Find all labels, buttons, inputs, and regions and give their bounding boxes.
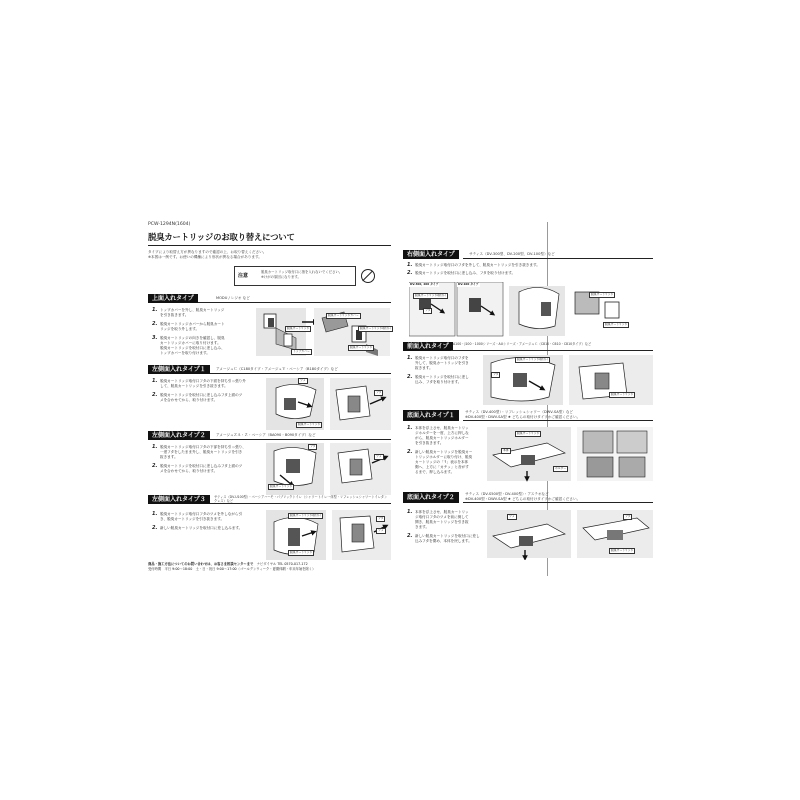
section-note: ※DV-400型・DWV-SA型 ★ どちらの取付けタイプかご確認ください。 — [465, 496, 581, 501]
step-text: 脱臭カートリッジ取付口フタのツメを外しながら引 — [160, 512, 243, 516]
step-text: きます。 — [415, 525, 430, 529]
caution-text — [261, 270, 342, 279]
callout: フタ — [378, 516, 384, 521]
step-text: 一度フタをしたまま外し、脱臭カートリッジを引き — [160, 450, 243, 454]
step-text: 脱臭カートリッジ取付口のフタを — [415, 356, 469, 360]
intro-line: ※本図は一例です。お使いの機種により形状が異なる場合があります。 — [148, 255, 262, 259]
callout: 脱臭カートリッジ取付口 — [360, 326, 391, 331]
right-type-illustration — [409, 282, 653, 338]
step-text: 開き、脱臭カートリッジを引き抜 — [415, 520, 469, 524]
callout: フタ — [493, 372, 499, 377]
step-text: 脱臭カートリッジ取付口フタの下部を持ち引っ張り、 — [160, 445, 246, 449]
callout: 脱臭カートリッジ — [605, 322, 628, 327]
step-text: トリッジホルダーに取り付け、脱臭 — [415, 455, 473, 459]
callout: 脱臭カートリッジ — [287, 326, 310, 331]
callout: ツメ — [300, 378, 306, 383]
footer-contact-label: 商品・施工方法についてのお問い合わせは、お客さま相談センターまで — [148, 562, 254, 566]
section-models: アメージュＣ（C180タイプ・アメージュＶ・ベーシア（B180タイプ）など — [216, 366, 338, 371]
sub-label: DV-100 タイプ — [458, 282, 479, 287]
step-number: 2. — [152, 320, 158, 327]
callout: 本体 — [503, 448, 509, 453]
intro-line: タイプにより取替え方が異なりますので確認の上、お取り替えください。 — [148, 250, 267, 254]
step-text: 脱臭カートリッジを取付口に差し込み、 — [160, 346, 225, 350]
step-number: 2. — [152, 524, 158, 531]
step-number: 2. — [407, 532, 413, 539]
section-models: サティス（DV-S500型・DV-400型）・アステオなど — [465, 492, 549, 496]
step-number: 2. — [407, 373, 413, 380]
caution-line: 脱臭カートリッジ取付口に指を入れないでください。 — [261, 270, 343, 274]
callout: ツメ — [378, 528, 384, 533]
callout: 脱臭カートリッジ — [611, 548, 634, 553]
section-note: ※DV-400型・DWV-SA型 ★ どちらの取付けタイプかご確認ください。 — [465, 414, 581, 419]
section-rule — [463, 420, 653, 421]
instruction-sheet — [148, 222, 654, 576]
step-text: メを合わせてから、取り付けます。 — [160, 469, 218, 473]
step-text: カートリッジの「↑」表示を本体 — [415, 460, 469, 464]
step-number: 1. — [152, 510, 158, 517]
page-title: 脱臭カートリッジのお取り替えについて — [148, 232, 295, 242]
callout: 脱臭カートリッジ — [350, 345, 373, 350]
section-left-type-3 — [148, 495, 391, 504]
step-text: 外して、脱臭カートリッジを引き — [415, 361, 469, 365]
step-text: 脱臭カートリッジ取付口フタの下面を持ち引っ張り外 — [160, 379, 246, 383]
step-number: 2. — [407, 448, 413, 455]
step-number: 1. — [407, 261, 413, 268]
step-text: 本体を浮上させ、脱臭カートリッ — [415, 510, 469, 514]
caution-line: ※けがの原因になります。 — [261, 274, 301, 279]
step-text: 脱臭カートリッジ取付口のフタを外して、脱臭カートリッジを引き抜きます。 — [415, 263, 540, 267]
section-models: A100・J100・1000シリーズ・AUシリーズ・アメージュＣ（C810・C610・C810タイプ）など — [453, 342, 592, 346]
callout: 脱臭カートリッジカバー — [328, 313, 359, 318]
callout: フタ — [376, 390, 382, 395]
callout: 脱臭カートリッジ取付口 — [290, 513, 321, 518]
section-rule — [463, 502, 653, 503]
section-bottom-type-2 — [403, 492, 653, 501]
callout: 脱臭カートリッジ — [290, 550, 313, 555]
step-text: 抜きます。 — [160, 455, 178, 459]
step-text: 抜きます。 — [415, 366, 433, 370]
sub-label: DV-300, 200 タイプ — [410, 282, 439, 287]
step-text: 脱臭カートリッジを取付口に差し込みフタ上面のツ — [160, 464, 243, 468]
step-number: 1. — [152, 443, 158, 450]
step-text: を引き抜きます。 — [160, 313, 189, 317]
section-rule — [210, 503, 391, 504]
step-text: 込みフタを閉め、本体を戻します。 — [415, 539, 472, 543]
callout: 脱臭カートリッジ — [611, 392, 634, 397]
step-text: リッジを取り外します。 — [160, 327, 200, 331]
step-text: して、脱臭カートリッジを引き抜きます。 — [160, 384, 228, 388]
section-label: 前面入れタイプ — [403, 342, 453, 351]
footer-phone: ナビダイヤル TEL 0570-017-172 — [256, 562, 308, 566]
section-left-type-1 — [148, 365, 391, 374]
left-type-1-illustration — [266, 376, 391, 432]
callout: 脱臭カートリッジ — [270, 484, 293, 489]
callout: 脱臭カートリッジ — [517, 431, 540, 436]
section-label: 底面入れタイプ２ — [403, 492, 459, 503]
step-text: 新しい脱臭カートリッジを脱臭カー — [415, 450, 473, 454]
caution-label: 注意 — [238, 273, 249, 279]
step-text: を引き抜きます。 — [415, 441, 444, 445]
intro-text — [148, 250, 266, 260]
callout: ホルダー — [555, 466, 567, 471]
step-text: メを合わせてから、取り付けます。 — [160, 398, 218, 402]
section-models: サティス（DV-300型、DV-200型、DV-100型）など — [469, 251, 555, 256]
step-text: 脱臭カートリッジを取付口に差し — [415, 375, 469, 379]
callout: 脱臭カートリッジ — [591, 292, 614, 297]
section-models: サティス（DV-400型）・リフレッシュシャワー（DWV-SA型）など — [465, 410, 574, 414]
step-number: 1. — [152, 306, 158, 313]
step-number: 3. — [152, 334, 158, 341]
section-rule — [463, 258, 653, 259]
section-rule — [451, 350, 653, 351]
step-number: 1. — [152, 377, 158, 384]
step-text: ジホルダーを一度、上方に押しな — [415, 431, 469, 435]
step-number: 2. — [152, 462, 158, 469]
callout: フタ — [425, 308, 431, 313]
callout: 脱臭カートリッジ取付口 — [517, 357, 548, 362]
callout: ツメ — [509, 514, 515, 519]
step-text: 脱臭カートリッジの向きを確認し、脱臭 — [160, 336, 225, 340]
section-label: 上面入れタイプ — [148, 294, 198, 303]
step-text: 込み、フタを取り付けます。 — [415, 380, 462, 384]
callout: フタ — [310, 444, 316, 449]
step-text: るまで、押し込みます。 — [415, 470, 455, 474]
step-text: トップカバーを外し、脱臭カートリッジ — [160, 308, 225, 312]
section-front-type — [403, 342, 653, 351]
front-type-illustration — [483, 353, 653, 407]
step-number: 2. — [407, 269, 413, 276]
section-label: 右側面入れタイプ — [403, 250, 459, 259]
section-rule — [198, 302, 391, 303]
step-number: 1. — [407, 354, 413, 361]
section-right-type — [403, 250, 653, 259]
step-text: 脱臭カートリッジを取付口に差し込みフタ上面のツ — [160, 393, 243, 397]
step-number: 1. — [407, 508, 413, 515]
step-text: カートリッジカバーに取り付けます。 — [160, 341, 221, 345]
section-rule — [210, 439, 391, 440]
step-number: 2. — [152, 391, 158, 398]
section-label: 左側面入れタイプ１ — [148, 365, 210, 374]
section-label: 左側面入れタイプ３ — [148, 495, 210, 504]
callout: フタ — [625, 514, 631, 519]
section-label: 底面入れタイプ１ — [403, 410, 459, 421]
callout: 脱臭カートリッジ — [298, 422, 321, 427]
footer-contact — [148, 562, 391, 572]
step-text: 側へ、上方に「カチッ」と音がす — [415, 465, 469, 469]
top-type-illustration — [256, 304, 391, 360]
section-models: サティス（DV-U100型）・ベーシアハーモ・パブリックトイレ（シャワートイレ一体型・リフレッシュシャワートイレタンクレス）など — [214, 495, 388, 503]
section-label: 左側面入れタイプ２ — [148, 431, 210, 440]
section-top-type — [148, 294, 391, 303]
step-text: 脱臭カートリッジカバーから脱臭カート — [160, 322, 225, 326]
section-models: MODU / レジオ など — [216, 295, 250, 300]
footer-hours: 受付時間 平日 9:00～18:00 土・日・祝日 9:00～17:00（ゴールデンウィーク・夏期休暇・年末年始を除く） — [148, 567, 316, 571]
step-text: 脱臭カートリッジを取付口に差し込み、フタを取り付けます。 — [415, 271, 516, 275]
title-rule — [148, 245, 391, 246]
section-left-type-2 — [148, 431, 391, 440]
prohibition-icon — [361, 269, 375, 283]
caution-box — [234, 266, 356, 286]
step-text: 本体を浮上させ、脱臭カートリッ — [415, 426, 469, 430]
left-type-3-illustration — [266, 508, 391, 562]
callout: 脱臭カートリッジ取付口 — [415, 293, 446, 298]
step-text: ジ取付口フタのツメを前に倒して — [415, 515, 469, 519]
step-text: き、脱臭カートリッジを引き抜きます。 — [160, 517, 225, 521]
step-text: トップカバーを取り付けます。 — [160, 351, 210, 355]
section-rule — [210, 373, 391, 374]
step-text: 新しい脱臭カートリッジを取付口に差し込みます。 — [160, 526, 243, 530]
document-code: PCW-1294N(1604) — [148, 222, 191, 227]
step-text: がら、脱臭カートリッジホルダー — [415, 436, 469, 440]
bottom-type-1-illustration — [487, 425, 653, 483]
step-number: 1. — [407, 424, 413, 431]
callout: ツメ — [376, 454, 382, 459]
section-bottom-type-1 — [403, 410, 653, 419]
step-text: 新しい脱臭カートリッジを取付口に差し — [415, 534, 480, 538]
callout: トップカバー — [293, 349, 310, 354]
section-models: アメージュＺＡ・Ｚ・ベーシア（BA090・B090タイプ）など — [216, 432, 316, 437]
